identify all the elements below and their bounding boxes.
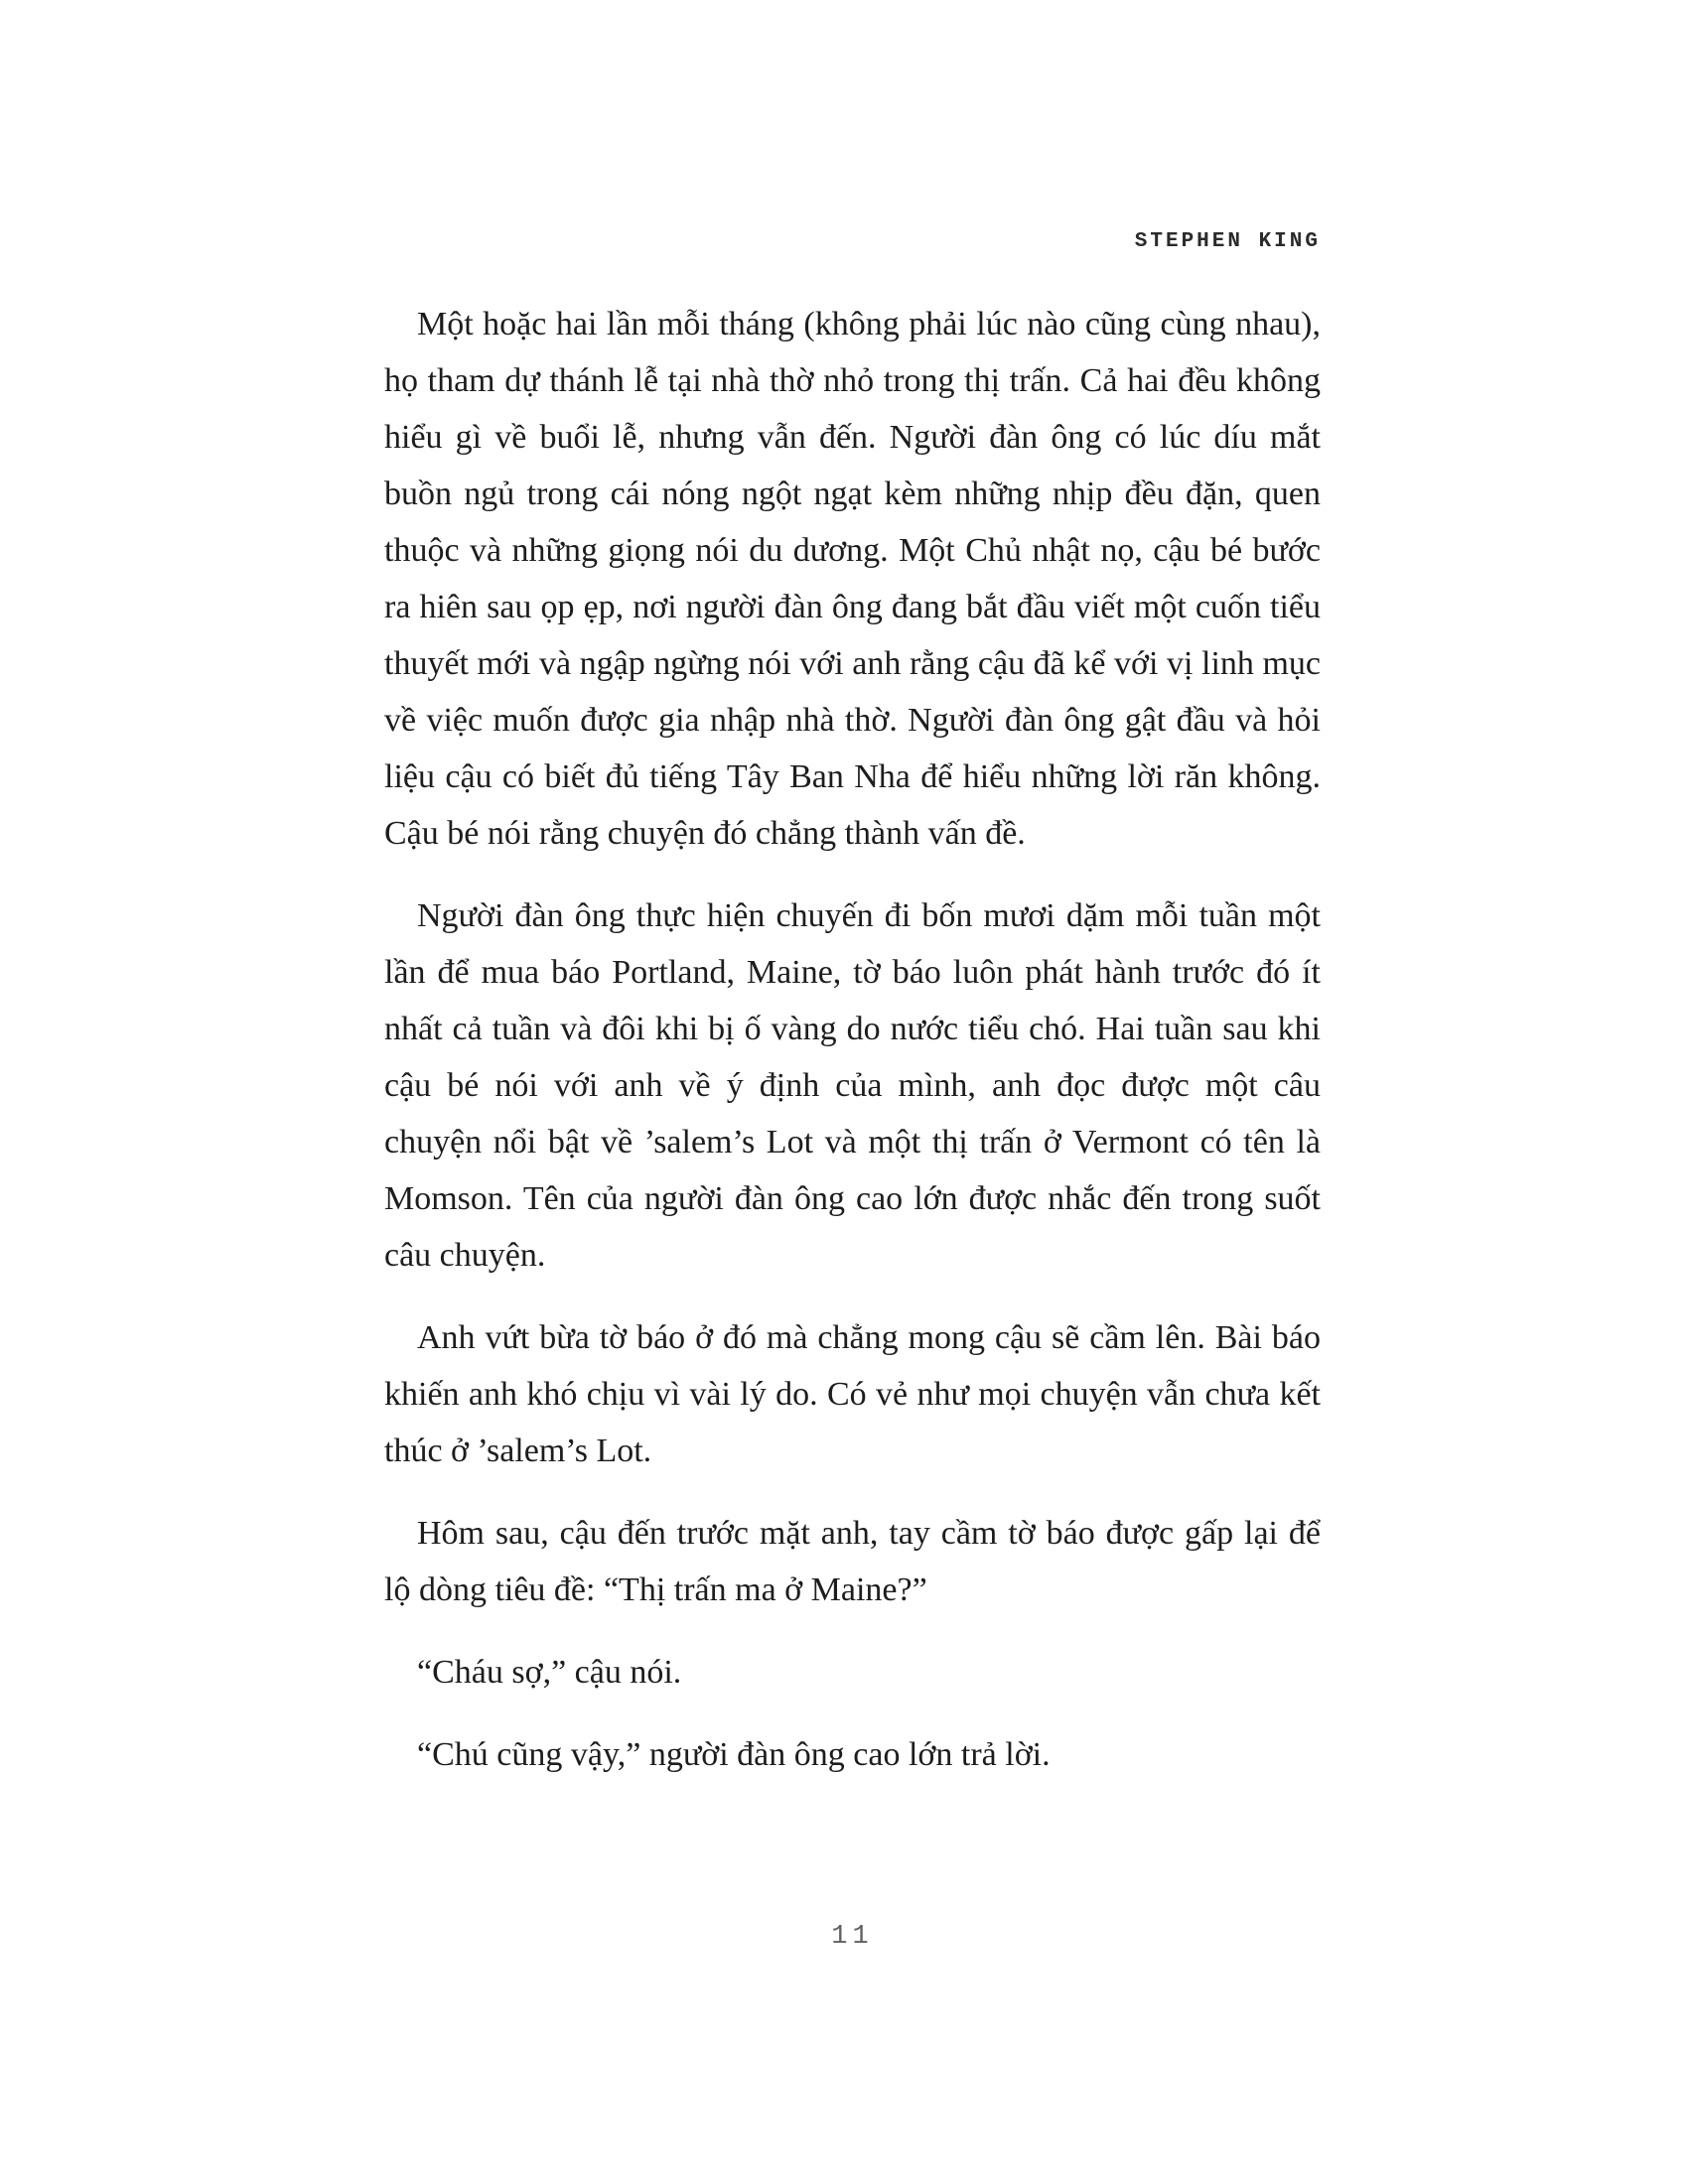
paragraph-6-dialogue: “Chú cũng vậy,” người đàn ông cao lớn trả lời.: [417, 1736, 1051, 1773]
body-text: [384, 296, 1321, 1809]
paragraph-1: Một hoặc hai lần mỗi tháng (không phải lúc nào cũng cùng nhau), họ tham dự thánh lễ tại nhà thờ nhỏ trong thị trấn. Cả hai đều không hiểu gì về buổi lễ, nhưng vẫn đến. Người đàn ông có lúc díu mắt buồn ngủ trong cái nóng ngột ngạt kèm những nhịp đều đặn, quen thuộc và những giọng nói du dương. Một Chủ nhật nọ, cậu bé bước ra hiên sau ọp ẹp, nơi người đàn ông đang bắt đầu viết một cuốn tiểu thuyết mới và ngập ngừng nói với anh rằng cậu đã kể với vị linh mục về việc muốn được gia nhập nhà thờ. Người đàn ông gật đầu và hỏi liệu cậu có biết đủ tiếng Tây Ban Nha để hiểu những lời răn không. Cậu bé nói rằng chuyện đó chẳng thành vấn đề.: [384, 306, 1321, 852]
paragraph-4: Hôm sau, cậu đến trước mặt anh, tay cầm tờ báo được gấp lại để lộ dòng tiêu đề: “Thị trấn ma ở Maine?”: [384, 1515, 1321, 1608]
paragraph-5-dialogue: “Cháu sợ,” cậu nói.: [417, 1654, 682, 1691]
paragraph-3: Anh vứt bừa tờ báo ở đó mà chẳng mong cậu sẽ cầm lên. Bài báo khiến anh khó chịu vì vài lý do. Có vẻ như mọi chuyện vẫn chưa kết thúc ở ’salem’s Lot.: [384, 1319, 1321, 1469]
paragraph-2: Người đàn ông thực hiện chuyến đi bốn mươi dặm mỗi tuần một lần để mua báo Portland, Maine, tờ báo luôn phát hành trước đó ít nhất cả tuần và đôi khi bị ố vàng do nước tiểu chó. Hai tuần sau khi cậu bé nói với anh về ý định của mình, anh đọc được một câu chuyện nổi bật về ’salem’s Lot và một thị trấn ở Vermont có tên là Momson. Tên của người đàn ông cao lớn được nhắc đến trong suốt câu chuyện.: [384, 897, 1321, 1274]
running-header: STEPHEN KING: [1134, 230, 1321, 253]
page-number: 11: [831, 1922, 874, 1952]
